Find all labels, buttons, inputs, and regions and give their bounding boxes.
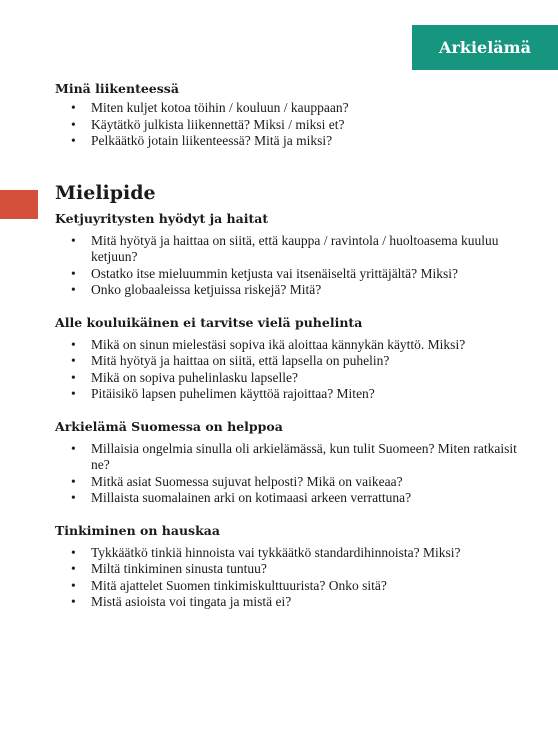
topic-heading: Ketjuyritysten hyödyt ja haitat: [55, 210, 269, 226]
question-item: • Miten kuljet kotoa töihin / kouluun / kauppaan?: [55, 100, 525, 117]
question-item: • Mikä on sinun mielestäsi sopiva ikä aloittaa kännykän käyttö. Miksi?: [55, 337, 525, 354]
question-item: • Mitä hyötyä ja haittaa on siitä, että kauppa / ravintola / huoltoasema kuuluu ketjuun?: [55, 233, 525, 266]
topic-ketjuyritykset: [55, 210, 525, 299]
question-list: [55, 337, 525, 403]
question-item: • Millaista suomalainen arki on kotimaasi arkeen verrattuna?: [55, 490, 525, 507]
question-item: • Mistä asioista voi tingata ja mistä ei?: [55, 594, 525, 611]
topic-heading: Tinkiminen on hauskaa: [55, 522, 220, 538]
question-item: • Miltä tinkiminen sinusta tuntuu?: [55, 561, 525, 578]
section-tab-label: Arkielämä: [439, 38, 531, 57]
main-title: Mielipide: [55, 181, 156, 204]
question-item: • Pitäisikö lapsen puhelimen käyttöä rajoittaa? Miten?: [55, 386, 525, 403]
question-item: • Mitä ajattelet Suomen tinkimiskulttuurista? Onko sitä?: [55, 578, 525, 595]
topic-minä-liikenteessä: [55, 80, 525, 150]
question-list: [55, 233, 525, 299]
question-list: [55, 100, 525, 150]
section-tab: [412, 25, 558, 70]
topic-arkielämä: [55, 418, 525, 507]
question-item: • Millaisia ongelmia sinulla oli arkielämässä, kun tulit Suomeen? Miten ratkaisit ne?: [55, 441, 525, 474]
topic-heading: Arkielämä Suomessa on helppoa: [55, 418, 283, 434]
question-list: [55, 441, 525, 507]
question-item: • Ostatko itse mieluummin ketjusta vai itsenäiseltä yrittäjältä? Miksi?: [55, 266, 525, 283]
question-list: [55, 545, 525, 611]
question-item: • Onko globaaleissa ketjuissa riskejä? Mitä?: [55, 282, 525, 299]
question-item: • Mitä hyötyä ja haittaa on siitä, että lapsella on puhelin?: [55, 353, 525, 370]
question-item: • Käytätkö julkista liikennettä? Miksi / miksi et?: [55, 117, 525, 134]
page-content: [55, 80, 525, 611]
topic-heading: Minä liikenteessä: [55, 81, 179, 96]
question-item: • Mikä on sopiva puhelinlasku lapselle?: [55, 370, 525, 387]
heading-marker: [0, 190, 38, 219]
question-item: • Pelkäätkö jotain liikenteessä? Mitä ja miksi?: [55, 133, 525, 150]
topic-heading: Alle kouluikäinen ei tarvitse vielä puhelinta: [55, 314, 363, 330]
question-item: • Mitkä asiat Suomessa sujuvat helposti? Mikä on vaikeaa?: [55, 474, 525, 491]
question-item: • Tykkäätkö tinkiä hinnoista vai tykkäätkö standardihinnoista? Miksi?: [55, 545, 525, 562]
topic-puhelin: [55, 314, 525, 403]
topic-tinkiminen: [55, 522, 525, 611]
